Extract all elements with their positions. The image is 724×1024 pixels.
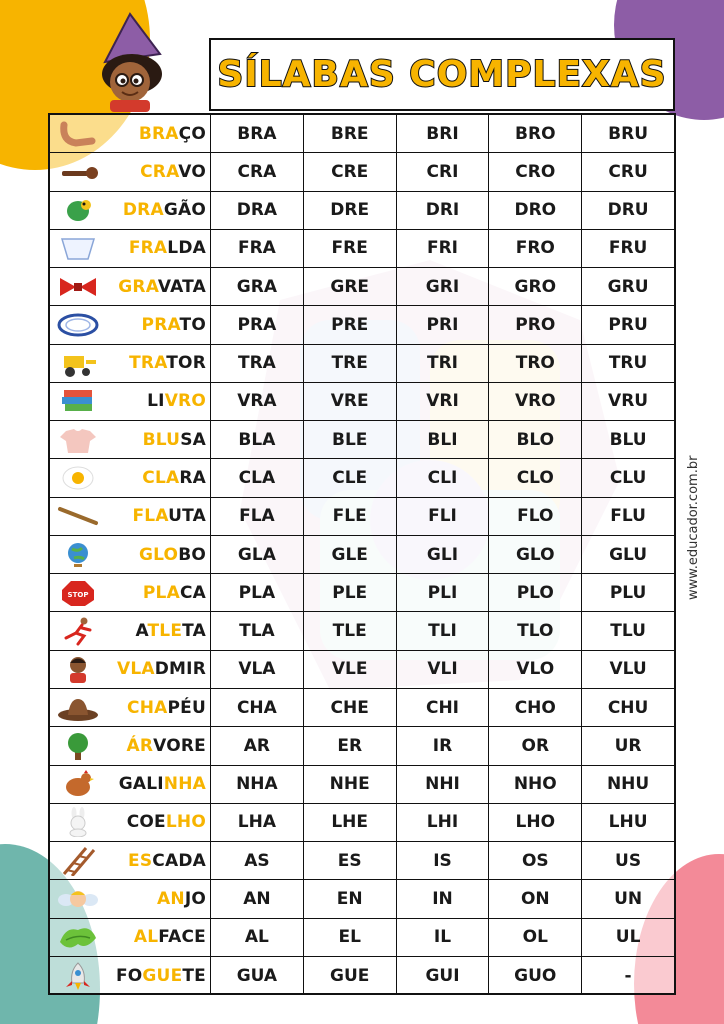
title-box [209, 38, 675, 111]
syllable-cell: GUO [488, 957, 581, 995]
syllable-cell: TRI [396, 345, 489, 382]
books-icon [56, 386, 100, 416]
word-cell [50, 612, 210, 649]
website-label: www.educador.com.br [686, 455, 701, 600]
syllable-cell: CRE [303, 153, 396, 190]
hat-icon [56, 693, 100, 723]
highlighted-syllable: LHO [165, 812, 206, 833]
example-word [147, 391, 206, 411]
highlighted-syllable: ÁR [126, 735, 154, 756]
syllable-cell: UR [581, 727, 674, 764]
syllable-cell: BRU [581, 115, 674, 152]
word-part: CA [179, 582, 206, 603]
syllable-cell: GUA [210, 957, 303, 995]
syllable-cell: NHA [210, 766, 303, 803]
syllable-cell: GLO [488, 536, 581, 573]
word-part: RA [179, 468, 206, 489]
syllable-cell: FRO [488, 230, 581, 267]
syllable-cell: LHA [210, 804, 303, 841]
table-row [50, 498, 674, 536]
word-part: GALI [118, 774, 164, 795]
word-part: LDA [167, 238, 206, 259]
highlighted-syllable: BRA [138, 123, 179, 144]
syllable-cell: AN [210, 880, 303, 917]
word-cell [50, 268, 210, 305]
word-part: LI [147, 391, 165, 412]
example-word [123, 200, 206, 220]
hen-icon [56, 769, 100, 799]
syllable-cell: OR [488, 727, 581, 764]
syllable-cell: DRU [581, 192, 674, 229]
syllable-cell: TRA [210, 345, 303, 382]
angel-icon [56, 884, 100, 914]
word-part: CADA [152, 850, 206, 871]
example-word [127, 736, 206, 756]
syllable-cell: CRI [396, 153, 489, 190]
syllable-cell: - [581, 957, 674, 995]
syllable-cell: BLA [210, 421, 303, 458]
word-cell [50, 498, 210, 535]
blouse-icon [56, 425, 100, 455]
word-part: TOR [166, 353, 206, 374]
syllable-cell: TRE [303, 345, 396, 382]
table-row [50, 689, 674, 727]
highlighted-syllable: PLA [142, 582, 180, 603]
syllable-cell: DRI [396, 192, 489, 229]
word-part: TO [179, 314, 206, 335]
example-word [119, 774, 206, 794]
syllable-cell: AL [210, 919, 303, 956]
syllable-cell: FRE [303, 230, 396, 267]
syllable-cell: FRI [396, 230, 489, 267]
syllable-cell: ON [488, 880, 581, 917]
table-row [50, 574, 674, 612]
word-part: FACE [158, 927, 206, 948]
table-row [50, 383, 674, 421]
example-word [128, 851, 206, 871]
example-word [157, 889, 206, 909]
example-word [135, 621, 206, 641]
arm-icon [56, 119, 100, 149]
highlighted-syllable: FLA [132, 506, 169, 527]
syllable-cell: DRA [210, 192, 303, 229]
word-cell [50, 421, 210, 458]
syllable-cell: ER [303, 727, 396, 764]
syllable-cell: PLA [210, 574, 303, 611]
syllable-cell: FRU [581, 230, 674, 267]
clove-icon [56, 157, 100, 187]
syllable-cell: VLA [210, 651, 303, 688]
syllable-cell: PLI [396, 574, 489, 611]
syllable-cell: TLA [210, 612, 303, 649]
syllable-cell: NHO [488, 766, 581, 803]
word-cell [50, 536, 210, 573]
lettuce-icon [56, 922, 100, 952]
table-row [50, 306, 674, 344]
example-word [140, 162, 206, 182]
word-part: TA [182, 621, 206, 642]
example-word [116, 966, 206, 986]
syllable-cell: GLE [303, 536, 396, 573]
highlighted-syllable: AL [133, 927, 159, 948]
syllable-cell: FLE [303, 498, 396, 535]
syllable-cell: GUI [396, 957, 489, 995]
table-row [50, 345, 674, 383]
syllable-cell: GUE [303, 957, 396, 995]
syllable-cell: PRI [396, 306, 489, 343]
syllable-cell: VRU [581, 383, 674, 420]
table-row [50, 421, 674, 459]
syllable-cell: CRO [488, 153, 581, 190]
syllable-cell: TRU [581, 345, 674, 382]
table-row [50, 115, 674, 153]
syllable-cell: VLE [303, 651, 396, 688]
highlighted-syllable: TLE [147, 621, 183, 642]
syllable-cell: GRO [488, 268, 581, 305]
word-part: VO [178, 161, 206, 182]
table-row [50, 153, 674, 191]
syllable-cell: GRE [303, 268, 396, 305]
syllable-cell: US [581, 842, 674, 879]
highlighted-syllable: BLU [142, 429, 181, 450]
syllable-cell: BLU [581, 421, 674, 458]
example-word [139, 124, 206, 144]
syllable-cell: VLO [488, 651, 581, 688]
word-part: TE [182, 965, 206, 986]
syllable-cell: FLO [488, 498, 581, 535]
word-cell [50, 192, 210, 229]
word-cell [50, 842, 210, 879]
word-part: DMIR [154, 659, 206, 680]
syllable-cell: CRA [210, 153, 303, 190]
syllable-cell: GRI [396, 268, 489, 305]
table-row [50, 766, 674, 804]
syllable-cell: IS [396, 842, 489, 879]
example-word [129, 238, 206, 258]
word-cell [50, 230, 210, 267]
svg-text:STOP: STOP [67, 590, 89, 599]
syllable-cell: DRO [488, 192, 581, 229]
word-part: FO [115, 965, 143, 986]
syllable-cell: VRE [303, 383, 396, 420]
table-row [50, 919, 674, 957]
syllable-cell: UN [581, 880, 674, 917]
word-cell [50, 115, 210, 152]
syllable-cell: IL [396, 919, 489, 956]
highlighted-syllable: CRA [140, 161, 179, 182]
example-word [143, 430, 206, 450]
syllable-cell: BRI [396, 115, 489, 152]
example-word [127, 812, 206, 832]
word-cell [50, 689, 210, 726]
syllable-cell: CLE [303, 459, 396, 496]
syllable-cell: BRO [488, 115, 581, 152]
syllable-cell: CLU [581, 459, 674, 496]
syllable-cell: GLU [581, 536, 674, 573]
syllable-cell: UL [581, 919, 674, 956]
dragon-icon [56, 195, 100, 225]
syllable-cell: BRA [210, 115, 303, 152]
syllable-cell: LHU [581, 804, 674, 841]
syllable-cell: NHE [303, 766, 396, 803]
syllable-cell: PLE [303, 574, 396, 611]
word-part: GÃO [163, 200, 206, 221]
syllable-cell: BRE [303, 115, 396, 152]
highlighted-syllable: FRA [128, 238, 168, 259]
syllable-cell: FLI [396, 498, 489, 535]
word-part: VATA [157, 276, 206, 297]
table-row [50, 459, 674, 497]
page-title: SÍLABAS COMPLEXAS [217, 54, 667, 95]
syllable-cell: IR [396, 727, 489, 764]
syllable-cell: NHI [396, 766, 489, 803]
word-part: SA [180, 429, 206, 450]
highlighted-syllable: DRA [122, 200, 164, 221]
syllable-cell: CHE [303, 689, 396, 726]
syllable-cell: GRU [581, 268, 674, 305]
example-word [127, 698, 206, 718]
word-cell [50, 651, 210, 688]
table-row [50, 612, 674, 650]
word-cell [50, 153, 210, 190]
word-cell [50, 727, 210, 764]
highlighted-syllable: VRO [164, 391, 206, 412]
word-part: ÇO [178, 123, 206, 144]
example-word [117, 659, 206, 679]
syllable-cell: CLI [396, 459, 489, 496]
highlighted-syllable: CLA [142, 468, 180, 489]
tree-icon [56, 731, 100, 761]
highlighted-syllable: VLA [117, 659, 155, 680]
plate-icon [56, 310, 100, 340]
syllable-cell: PLU [581, 574, 674, 611]
syllable-cell: CRU [581, 153, 674, 190]
syllable-cell: CHO [488, 689, 581, 726]
word-part: COE [126, 812, 166, 833]
syllable-cell: OS [488, 842, 581, 879]
syllable-cell: FRA [210, 230, 303, 267]
word-part: PÉU [167, 697, 206, 718]
example-word [118, 277, 206, 297]
example-word [143, 583, 206, 603]
syllable-cell: VRI [396, 383, 489, 420]
word-cell [50, 804, 210, 841]
syllable-cell: NHU [581, 766, 674, 803]
highlighted-syllable: NHA [163, 774, 206, 795]
syllable-cell: VLI [396, 651, 489, 688]
boy-icon [56, 654, 100, 684]
syllable-cell: EL [303, 919, 396, 956]
syllable-cell: BLO [488, 421, 581, 458]
syllable-cell: PRA [210, 306, 303, 343]
syllable-cell: FLA [210, 498, 303, 535]
egg-icon [56, 463, 100, 493]
syllable-cell: CLA [210, 459, 303, 496]
syllable-cell: VRO [488, 383, 581, 420]
example-word [142, 468, 206, 488]
syllable-cell: BLI [396, 421, 489, 458]
syllable-cell: DRE [303, 192, 396, 229]
syllable-cell: LHI [396, 804, 489, 841]
word-part: UTA [168, 506, 206, 527]
word-part: A [135, 621, 148, 642]
flute-icon [56, 501, 100, 531]
word-part: BO [178, 544, 206, 565]
syllable-cell: PRU [581, 306, 674, 343]
highlighted-syllable: ES [128, 850, 153, 871]
table-row [50, 536, 674, 574]
ladder-icon [56, 846, 100, 876]
highlighted-syllable: AN [157, 888, 185, 909]
syllable-cell: PLO [488, 574, 581, 611]
bowtie-icon [56, 272, 100, 302]
word-part: VORE [153, 735, 206, 756]
word-part: JO [184, 888, 206, 909]
syllable-cell: CLO [488, 459, 581, 496]
syllable-cell: FLU [581, 498, 674, 535]
syllable-cell: PRE [303, 306, 396, 343]
syllable-cell: BLE [303, 421, 396, 458]
syllable-cell: VLU [581, 651, 674, 688]
word-cell [50, 880, 210, 917]
word-cell [50, 345, 210, 382]
example-word [129, 353, 206, 373]
syllable-cell: ES [303, 842, 396, 879]
syllable-cell: CHU [581, 689, 674, 726]
syllable-cell: PRO [488, 306, 581, 343]
tractor-icon [56, 348, 100, 378]
syllable-cell: TRO [488, 345, 581, 382]
globe-icon [56, 540, 100, 570]
table-row [50, 804, 674, 842]
diaper-icon [56, 233, 100, 263]
example-word [142, 315, 206, 335]
syllable-table [48, 113, 676, 995]
highlighted-syllable: TRA [129, 353, 167, 374]
syllable-cell: GRA [210, 268, 303, 305]
syllable-cell: AS [210, 842, 303, 879]
table-row [50, 268, 674, 306]
word-cell [50, 957, 210, 995]
syllable-cell: TLI [396, 612, 489, 649]
table-row [50, 192, 674, 230]
highlighted-syllable: PRA [141, 314, 180, 335]
word-cell [50, 383, 210, 420]
syllable-cell: VRA [210, 383, 303, 420]
table-row [50, 957, 674, 995]
syllable-cell: OL [488, 919, 581, 956]
stop-sign-icon [56, 578, 100, 608]
syllable-cell: TLE [303, 612, 396, 649]
syllable-cell: AR [210, 727, 303, 764]
example-word [139, 545, 206, 565]
wizard-boy-mascot [70, 12, 180, 112]
table-row [50, 727, 674, 765]
syllable-cell: GLA [210, 536, 303, 573]
highlighted-syllable: GRA [118, 276, 158, 297]
example-word [134, 927, 206, 947]
word-cell [50, 766, 210, 803]
table-row [50, 230, 674, 268]
table-row [50, 880, 674, 918]
highlighted-syllable: GLO [138, 544, 179, 565]
runner-icon [56, 616, 100, 646]
highlighted-syllable: GUE [142, 965, 183, 986]
syllable-cell: GLI [396, 536, 489, 573]
word-cell [50, 574, 210, 611]
syllable-cell: EN [303, 880, 396, 917]
syllable-cell: IN [396, 880, 489, 917]
syllable-cell: CHA [210, 689, 303, 726]
syllable-cell: LHE [303, 804, 396, 841]
word-cell [50, 306, 210, 343]
rocket-icon [56, 961, 100, 991]
syllable-cell: TLU [581, 612, 674, 649]
table-row [50, 651, 674, 689]
syllable-cell: TLO [488, 612, 581, 649]
example-word [132, 506, 206, 526]
rabbit-icon [56, 807, 100, 837]
syllable-cell: CHI [396, 689, 489, 726]
word-cell [50, 919, 210, 956]
table-row [50, 842, 674, 880]
syllable-cell: LHO [488, 804, 581, 841]
highlighted-syllable: CHA [127, 697, 168, 718]
word-cell [50, 459, 210, 496]
